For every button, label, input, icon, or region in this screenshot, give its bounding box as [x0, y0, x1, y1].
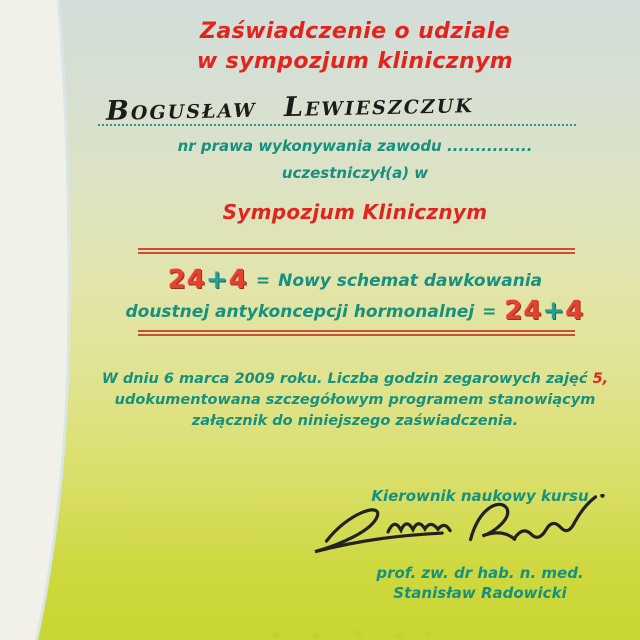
divider-rule-top: [138, 248, 575, 254]
event-name: Sympozjum Klinicznym: [222, 200, 488, 224]
scheme-line-2: [70, 295, 640, 328]
scheme-logo-right: [504, 296, 584, 326]
course-details: [70, 369, 640, 432]
logo-digit-4: 4: [565, 296, 585, 326]
equals-sign-2: =: [482, 302, 497, 322]
signatory-titles: prof. zw. dr hab. n. med.: [376, 564, 584, 582]
scheme-logo-left: [168, 265, 248, 295]
participation-line: uczestniczył(a) w: [281, 164, 429, 182]
scheme-text-1: Nowy schemat dawkowania: [278, 271, 543, 291]
bottom-scan-smudge: [255, 630, 435, 639]
details-text: W dniu 6 marca 2009 roku. Liczba godzin zegarowych zajęć: [101, 371, 588, 387]
license-number-line: nr prawa wykonywania zawodu ...............: [177, 137, 533, 155]
course-details-line3: załącznik do niniejszego zaświadczenia.: [191, 413, 519, 429]
equals-sign: =: [255, 271, 271, 291]
logo-digits-24: 24: [167, 265, 207, 295]
scheme-text-2: doustnej antykoncepcji hormonalnej: [125, 302, 475, 322]
signature-scribble: [292, 494, 632, 564]
course-details-line1: [70, 369, 640, 390]
signatory-name: Stanisław Radowicki: [393, 584, 567, 602]
certificate-title: [70, 17, 640, 77]
participant-name-handwritten: Bogusław Lewieszczuk: [105, 88, 475, 127]
signature-role-line: Kierownik naukowy kursu: [371, 487, 589, 505]
divider-rule-bottom: [138, 330, 575, 336]
name-dotted-line: [98, 124, 576, 126]
plus-glyph: +: [542, 296, 566, 326]
scheme-line-1: [70, 264, 640, 297]
logo-digit-4: 4: [228, 265, 248, 295]
course-details-line2: udokumentowana szczegółowym programem stanowiącym: [114, 392, 596, 408]
hours-value: 5: [592, 371, 603, 387]
certificate-title-line2: w sympozjum klinicznym: [196, 49, 514, 74]
certificate-title-line1: Zaświadczenie o udziale: [200, 19, 510, 44]
hours-comma: ,: [602, 371, 609, 387]
plus-glyph: +: [206, 265, 229, 295]
logo-digits-24: 24: [504, 296, 543, 326]
